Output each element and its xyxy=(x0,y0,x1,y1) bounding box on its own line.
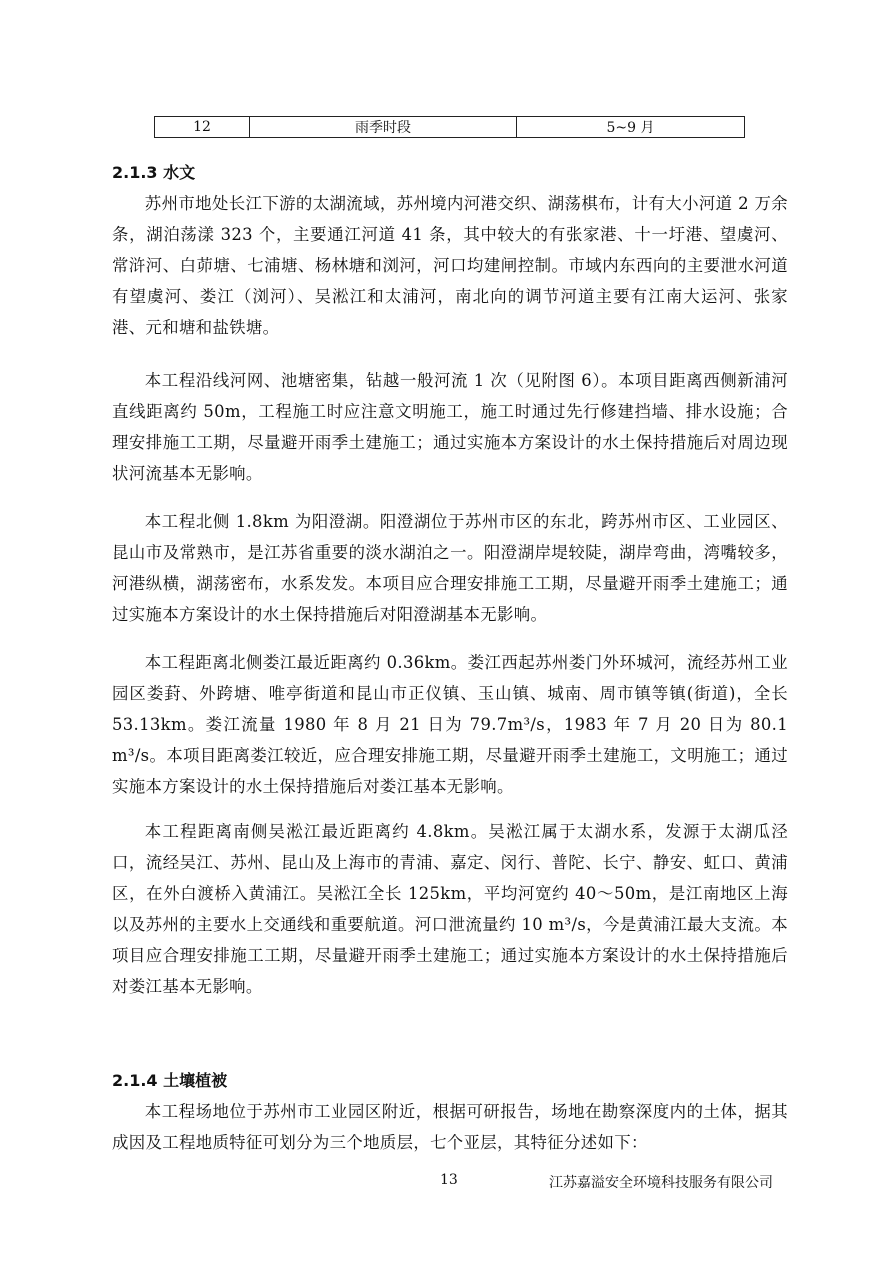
page-number: 13 xyxy=(440,1172,458,1188)
paragraph-hydrology-1: 苏州市地处长江下游的太湖流域，苏州境内河港交织、湖荡棋布，计有大小河道 2 万余条，湖泊荡漾 323 个，主要通江河道 41 条，其中较大的有张家港、十一圩港、望虞河、常浒河、白茆塘、七浦塘、杨林塘和浏河，河口均建闸控制。市域内东西向的主要泄水河道有望虞河、娄江（浏河）、吴淞江和太浦河，南北向的调节河道主要有江南大运河、张家港、元和塘和盐铁塘。 xyxy=(112,194,788,337)
section-heading-soil: 2.1.4 土壤植被 xyxy=(112,1071,228,1090)
paragraph-hydrology-3: 本工程北侧 1.8km 为阳澄湖。阳澄湖位于苏州市区的东北，跨苏州市区、工业园区、昆山市及常熟市，是江苏省重要的淡水湖泊之一。阳澄湖岸堤较陡，湖岸弯曲，湾嘴较多，河港纵横，湖荡密布，水系发发。本项目应合理安排施工工期，尽量避开雨季土建施工；通过实施本方案设计的水土保持措施后对阳澄湖基本无影响。 xyxy=(112,512,788,624)
paragraph-hydrology-2: 本工程沿线河网、池塘密集，钻越一般河流 1 次（见附图 6）。本项目距离西侧新浦河直线距离约 50m，工程施工时应注意文明施工，施工时通过先行修建挡墙、排水设施；合理安排施工工期，尽量避开雨季土建施工；通过实施本方案设计的水土保持措施后对周边现状河流基本无影响。 xyxy=(112,371,788,483)
table-cell-item: 雨季时段 xyxy=(250,117,517,138)
table-row xyxy=(155,117,745,138)
paragraph-hydrology-5: 本工程距离南侧吴淞江最近距离约 4.8km。吴淞江属于太湖水系，发源于太湖瓜泾口，流经吴江、苏州、昆山及上海市的青浦、嘉定、闵行、普陀、长宁、静安、虹口、黄浦区，在外白渡桥入黄浦江。吴淞江全长 125km，平均河宽约 40～50m，是江南地区上海以及苏州的主要水上交通线和重要航道。河口泄流量约 10 m³/s，今是黄浦江最大支流。本项目应合理安排施工工期，尽量避开雨季土建施工；通过实施本方案设计的水土保持措施后对娄江基本无影响。 xyxy=(112,822,788,996)
table-cell-number: 12 xyxy=(155,117,250,138)
table-cell-value: 5~9 月 xyxy=(517,117,745,138)
schedule-table xyxy=(154,116,745,138)
section-heading-hydrology: 2.1.3 水文 xyxy=(112,163,196,182)
footer-company-name: 江苏嘉溢安全环境科技服务有限公司 xyxy=(549,1175,773,1191)
paragraph-hydrology-4: 本工程距离北侧娄江最近距离约 0.36km。娄江西起苏州娄门外环城河，流经苏州工业园区娄葑、外跨塘、唯亭街道和昆山市正仪镇、玉山镇、城南、周市镇等镇(街道)，全长 53.13km。娄江流量 1980 年 8 月 21 日为 79.7m³/s，1983 年 7 月 20 日为 80.1 m³/s。本项目距离娄江较近，应合理安排施工期，尽量避开雨季土建施工，文明施工；通过实施本方案设计的水土保持措施后对娄江基本无影响。 xyxy=(112,653,788,796)
paragraph-soil-1: 本工程场地位于苏州市工业园区附近，根据可研报告，场地在勘察深度内的土体，据其成因及工程地质特征可划分为三个地质层，七个亚层，其特征分述如下： xyxy=(112,1102,788,1152)
